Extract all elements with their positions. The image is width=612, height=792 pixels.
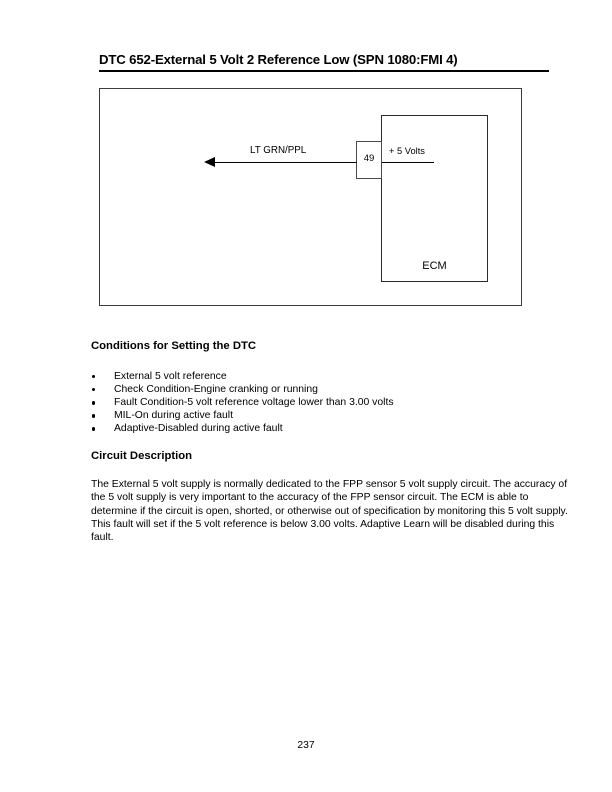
list-item [91, 409, 511, 422]
list-item-label: Fault Condition-5 volt reference voltage lower than 3.00 volts [114, 397, 394, 409]
bullet-icon [92, 427, 95, 430]
list-item-label: Adaptive-Disabled during active fault [114, 423, 283, 435]
voltage-label: + 5 Volts [389, 146, 425, 156]
bullet-icon [92, 388, 95, 391]
list-item [91, 396, 511, 409]
wire-arrow-icon [204, 157, 215, 167]
ecm-module-box [381, 115, 488, 282]
wire-color-label: LT GRN/PPL [250, 145, 307, 156]
ecm-internal-rail-line [381, 162, 434, 163]
connector-pin-number: 49 [363, 153, 375, 164]
bullet-icon [92, 375, 95, 378]
circuit-diagram [99, 88, 522, 306]
wire-line [213, 162, 357, 164]
conditions-list [91, 370, 511, 435]
list-item-label: External 5 volt reference [114, 371, 227, 382]
list-item [91, 370, 511, 383]
page-title: DTC 652-External 5 Volt 2 Reference Low (SPN 1080:FMI 4) [99, 52, 549, 72]
bullet-icon [92, 414, 95, 417]
bullet-icon [92, 401, 95, 404]
list-item-label: MIL-On during active fault [114, 410, 233, 422]
list-item [91, 422, 511, 435]
ecm-label: ECM [422, 260, 447, 272]
page-number: 237 [297, 740, 315, 751]
circuit-description-text: The External 5 volt supply is normally dedicated to the FPP sensor 5 volt supply circuit. The accuracy of the 5 volt supply is very important to the accuracy of the FPP sensor circuit. The ECM is able to determine if the circuit is open, shorted, or otherwise out of specification by monitoring this 5 volt supply. This fault will set if the 5 volt reference is below 3.00 volts. Adaptive Learn will be disabled during this fault. [91, 479, 568, 544]
list-item-label: Check Condition-Engine cranking or running [114, 384, 318, 396]
circuit-description-heading: Circuit Description [91, 450, 193, 462]
list-item [91, 383, 511, 396]
conditions-heading: Conditions for Setting the DTC [91, 340, 257, 352]
